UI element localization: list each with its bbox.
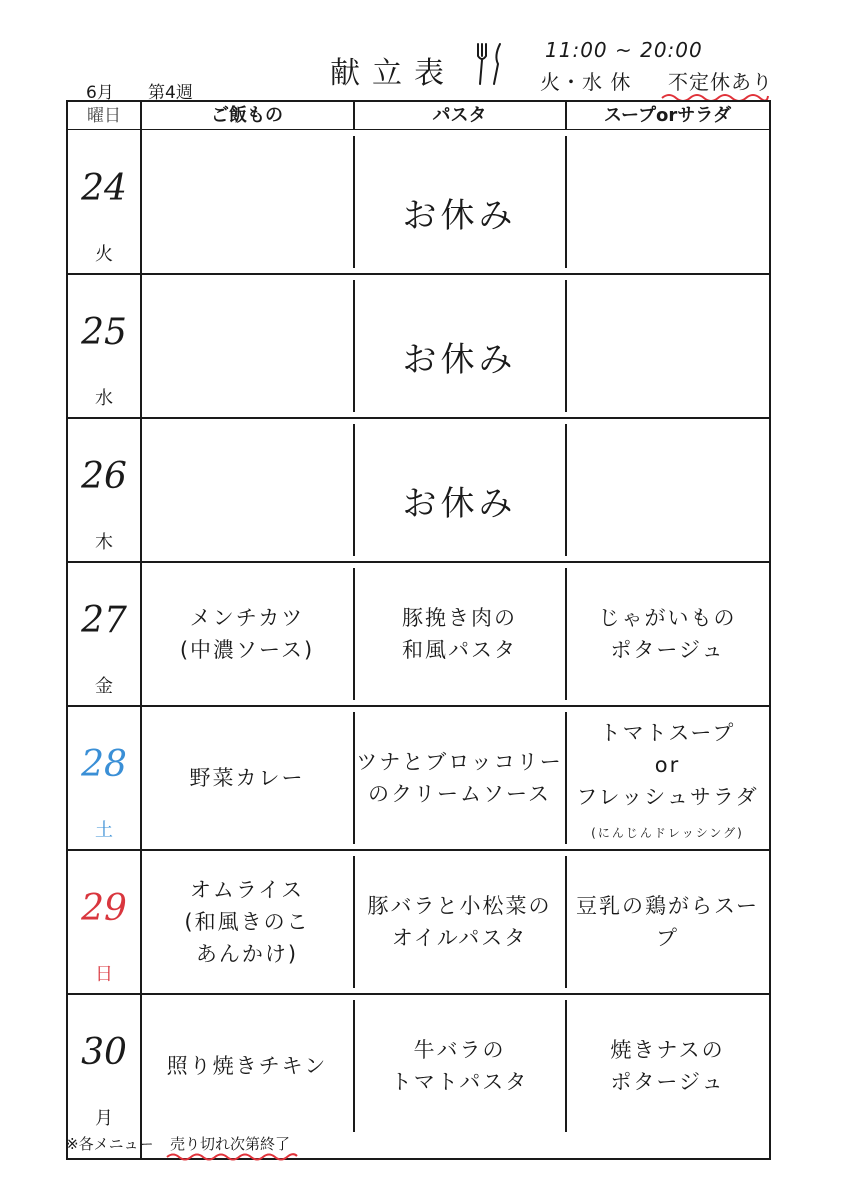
column-divider bbox=[565, 102, 567, 130]
day-number: 29 bbox=[81, 888, 127, 929]
column-header-pasta: パスタ bbox=[354, 102, 565, 130]
week-label: 第4週 bbox=[148, 83, 193, 103]
red-underline-wave bbox=[165, 1150, 300, 1162]
menu-cell-soup: 焼きナスの ポタージュ bbox=[610, 1038, 725, 1094]
weekday-label: 土 bbox=[95, 820, 113, 841]
weekday-label: 日 bbox=[95, 964, 113, 985]
irregular-holiday-note: 不定休あり bbox=[668, 70, 773, 94]
weekday-label: 木 bbox=[95, 532, 113, 553]
menu-cell-soup bbox=[566, 274, 769, 418]
menu-cell-pasta: 牛バラの トマトパスタ bbox=[390, 1038, 529, 1094]
menu-cell-soup: 豆乳の鶏がらスープ bbox=[576, 894, 759, 950]
menu-cell-rice: 野菜カレー bbox=[189, 766, 305, 790]
day-number: 27 bbox=[81, 600, 127, 641]
menu-cell-rice: メンチカツ (中濃ソース) bbox=[179, 606, 315, 662]
footnote-prefix: ※各メニュー bbox=[66, 1135, 154, 1153]
column-header-day: 曜日 bbox=[68, 102, 140, 130]
weekday-label: 火 bbox=[95, 244, 113, 265]
closed-notice: お休み bbox=[402, 484, 517, 524]
month-label: 6月 bbox=[86, 83, 114, 103]
menu-cell-rice bbox=[141, 130, 353, 274]
menu-cell-pasta: ツナとブロッコリー のクリームソース bbox=[356, 750, 563, 806]
dressing-note: (にんじんドレッシング) bbox=[591, 826, 744, 840]
day-number: 24 bbox=[81, 168, 127, 209]
menu-cell-rice: 照り焼きチキン bbox=[166, 1054, 328, 1078]
menu-cell-rice: オムライス (和風きのこ あんかけ) bbox=[184, 878, 310, 966]
closed-days: 火・水 休 bbox=[540, 70, 632, 94]
menu-cell-rice bbox=[141, 418, 353, 562]
fork-knife-icon bbox=[470, 40, 510, 88]
menu-cell-pasta: 豚挽き肉の 和風パスタ bbox=[402, 606, 517, 662]
day-number: 25 bbox=[81, 312, 127, 353]
closed-notice: お休み bbox=[402, 340, 517, 380]
menu-cell-soup: じゃがいもの ポタージュ bbox=[598, 606, 737, 662]
menu-cell-soup bbox=[566, 130, 769, 274]
menu-cell-soup: トマトスープ or フレッシュサラダ bbox=[576, 721, 759, 809]
menu-table bbox=[66, 100, 771, 1160]
page-title: 献立表 bbox=[330, 56, 456, 91]
weekday-label: 水 bbox=[95, 388, 113, 409]
business-hours: 11:00 ~ 20:00 bbox=[545, 38, 703, 62]
day-number: 28 bbox=[81, 744, 127, 785]
day-number: 26 bbox=[81, 456, 127, 497]
menu-cell-rice bbox=[141, 274, 353, 418]
weekday-label: 月 bbox=[95, 1108, 113, 1129]
day-number: 30 bbox=[81, 1032, 127, 1073]
menu-cell-pasta: 豚バラと小松菜の オイルパスタ bbox=[367, 894, 552, 950]
weekday-label: 金 bbox=[95, 676, 113, 697]
closed-notice: お休み bbox=[402, 196, 517, 236]
menu-cell-soup bbox=[566, 418, 769, 562]
footnote-sold-out: 売り切れ次第終了 bbox=[170, 1135, 291, 1153]
column-header-rice: ご飯もの bbox=[141, 102, 353, 130]
column-divider bbox=[353, 102, 355, 130]
column-header-soup: スープorサラダ bbox=[566, 102, 769, 130]
